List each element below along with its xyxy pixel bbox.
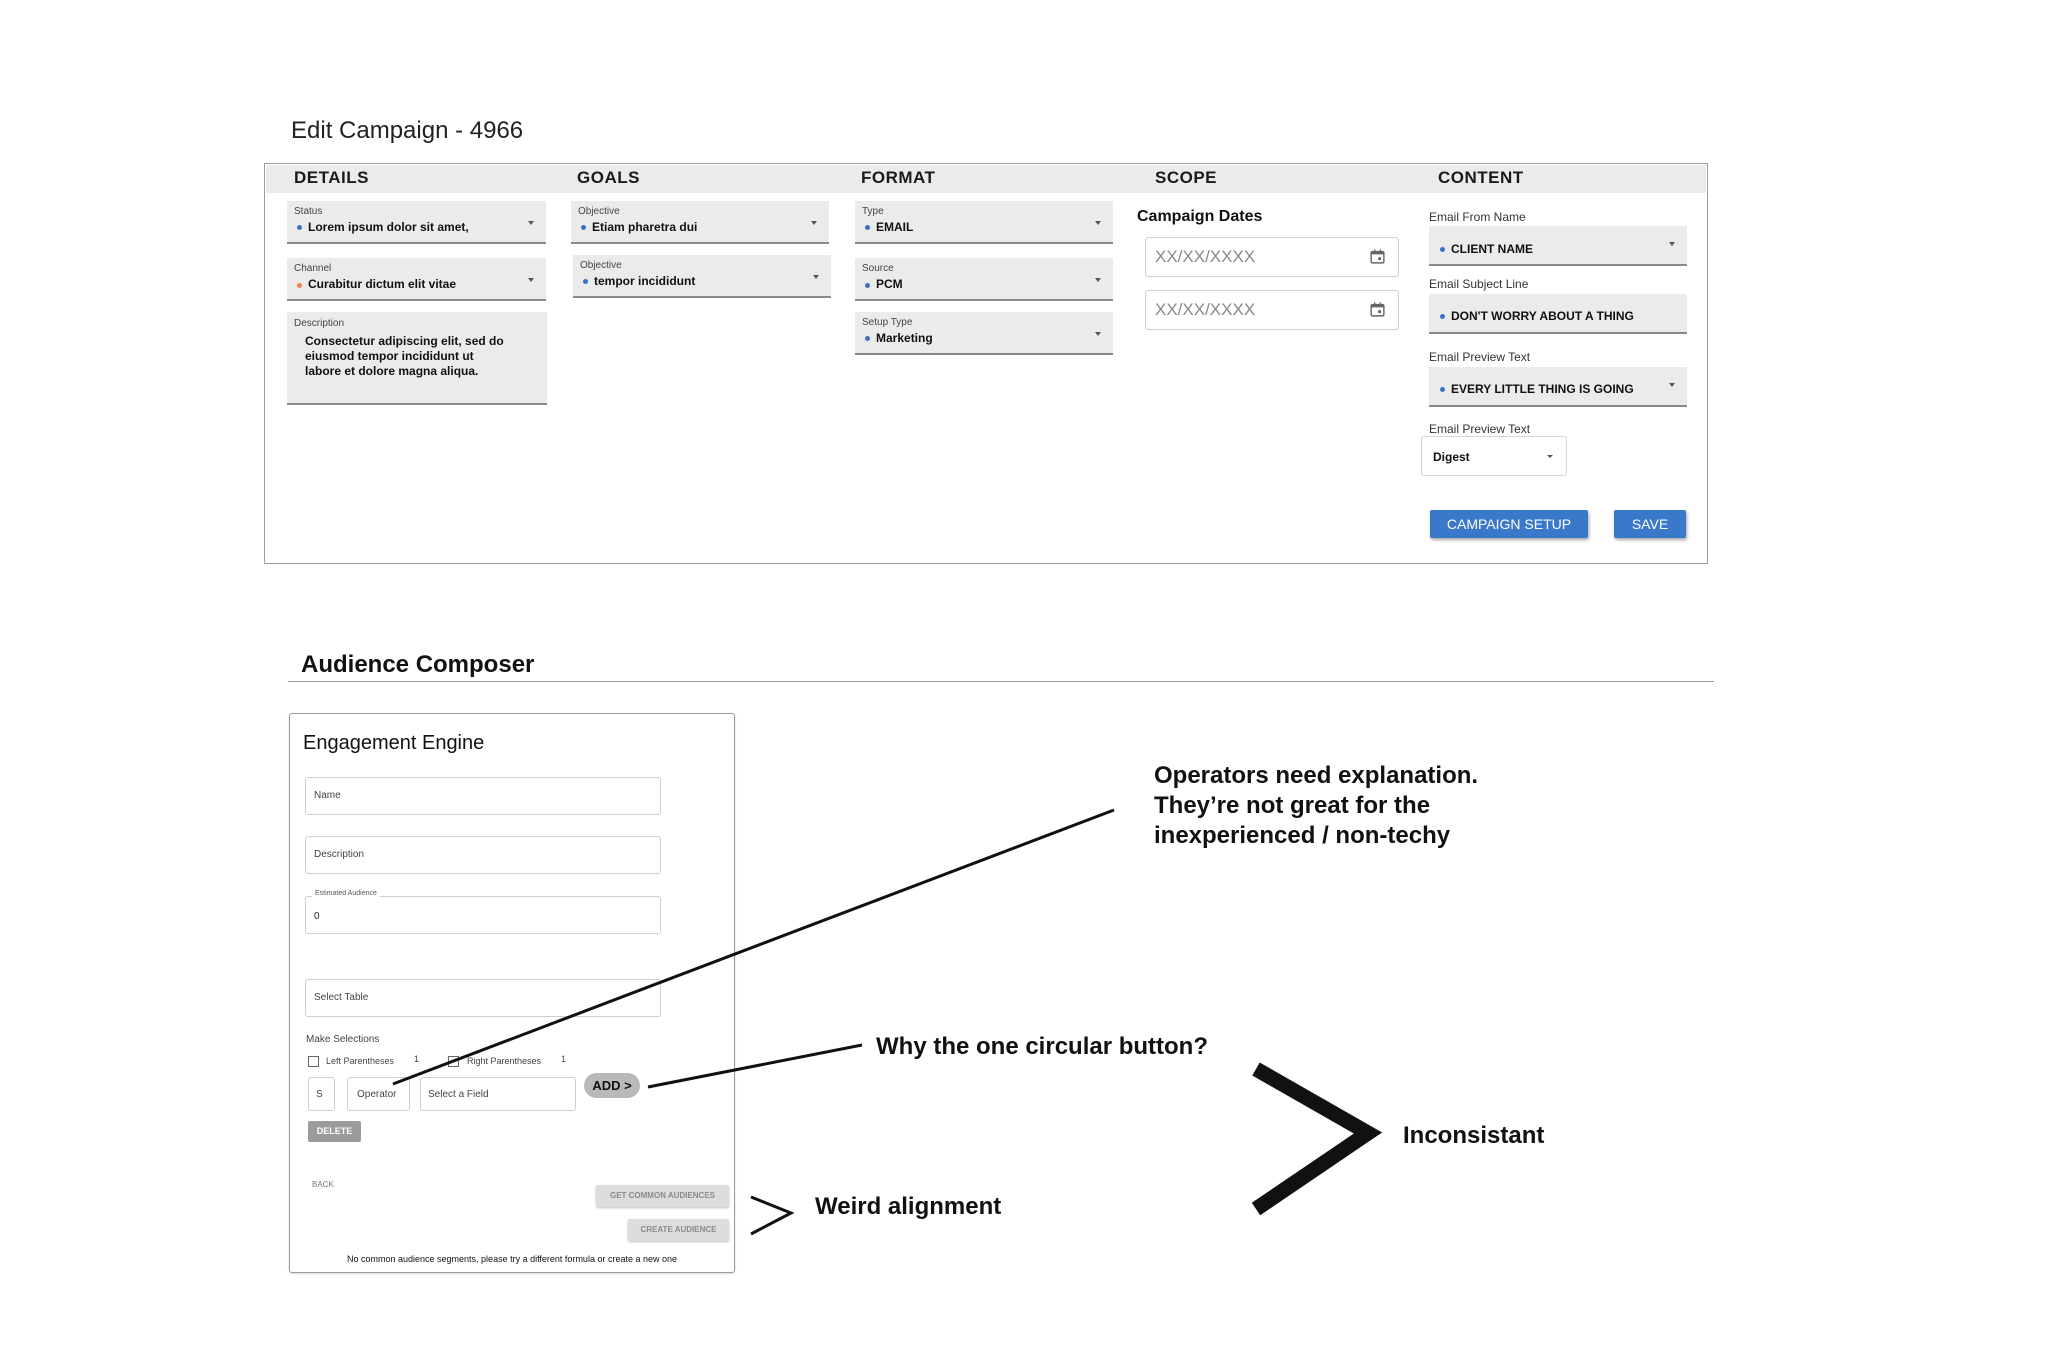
description-value: Consectetur adipiscing elit, sed do eiusmod tempor incididunt ut labore et dolore magna aliqua. bbox=[305, 334, 504, 378]
estimated-audience-value: 0 bbox=[314, 911, 320, 922]
status-label: Status bbox=[294, 206, 323, 217]
source-label: Source bbox=[862, 263, 894, 274]
campaign-dates-label: Campaign Dates bbox=[1137, 208, 1263, 225]
delete-button[interactable]: DELETE bbox=[308, 1121, 361, 1142]
get-common-audiences-button[interactable]: GET COMMON AUDIENCES bbox=[596, 1185, 729, 1207]
source-value: PCM bbox=[876, 277, 903, 291]
end-date-placeholder: XX/XX/XXXX bbox=[1155, 300, 1256, 319]
email-subject-line-value: DON'T WORRY ABOUT A THING bbox=[1451, 309, 1634, 323]
email-preview-text-value: EVERY LITTLE THING IS GOING bbox=[1451, 382, 1634, 396]
email-subject-line-label: Email Subject Line bbox=[1429, 277, 1529, 291]
status-value: Lorem ipsum dolor sit amet, bbox=[308, 220, 469, 234]
engagement-engine-title: Engagement Engine bbox=[303, 732, 485, 754]
campaign-setup-button[interactable]: CAMPAIGN SETUP bbox=[1430, 510, 1588, 538]
tab-format[interactable]: FORMAT bbox=[861, 168, 936, 187]
alignment-bracket-icon bbox=[751, 1197, 791, 1234]
operators-note-line: inexperienced / non-techy bbox=[1154, 822, 1451, 849]
page-title: Edit Campaign - 4966 bbox=[291, 117, 524, 144]
select-table-placeholder: Select Table bbox=[314, 992, 369, 1003]
select-field-placeholder: Select a Field bbox=[428, 1089, 489, 1100]
start-date-placeholder: XX/XX/XXXX bbox=[1155, 247, 1256, 266]
objective-label: Objective bbox=[580, 260, 622, 271]
type-value: EMAIL bbox=[876, 220, 914, 234]
type-label: Type bbox=[862, 206, 884, 217]
name-placeholder: Name bbox=[314, 790, 341, 801]
save-button[interactable]: SAVE bbox=[1614, 510, 1686, 538]
inconsistent-note: Inconsistant bbox=[1403, 1122, 1545, 1149]
inconsistent-bracket-icon bbox=[1256, 1069, 1368, 1209]
create-audience-button[interactable]: CREATE AUDIENCE bbox=[628, 1219, 729, 1241]
tab-details[interactable]: DETAILS bbox=[294, 168, 369, 187]
objective-label: Objective bbox=[578, 206, 620, 217]
audience-composer-title: Audience Composer bbox=[301, 651, 535, 678]
email-from-name-label: Email From Name bbox=[1429, 210, 1526, 224]
circular-button-pointer-line bbox=[648, 1045, 862, 1087]
right-parentheses-count: 1 bbox=[561, 1054, 567, 1064]
s-field-value: S bbox=[316, 1089, 323, 1100]
operators-note-line: Operators need explanation. bbox=[1154, 762, 1479, 789]
back-link[interactable]: BACK bbox=[312, 1180, 334, 1189]
tab-scope[interactable]: SCOPE bbox=[1155, 168, 1218, 187]
operators-note bbox=[1154, 761, 1478, 851]
tab-content[interactable]: CONTENT bbox=[1438, 168, 1524, 187]
left-parentheses-count: 1 bbox=[414, 1054, 420, 1064]
setup-type-label: Setup Type bbox=[862, 317, 913, 328]
description-placeholder: Description bbox=[314, 849, 365, 860]
email-from-name-value: CLIENT NAME bbox=[1451, 242, 1533, 256]
objective-value: tempor incididunt bbox=[594, 274, 696, 288]
tab-goals[interactable]: GOALS bbox=[577, 168, 640, 187]
right-parentheses-label: Right Parentheses bbox=[467, 1056, 542, 1066]
channel-value: Curabitur dictum elit vitae bbox=[308, 277, 457, 291]
channel-label: Channel bbox=[294, 263, 332, 274]
digest-value: Digest bbox=[1433, 450, 1470, 464]
no-segments-message: No common audience segments, please try a different formula or create a new one bbox=[346, 1254, 677, 1264]
make-selections-label: Make Selections bbox=[306, 1034, 380, 1045]
email-preview-text-label: Email Preview Text bbox=[1429, 350, 1531, 364]
description-label: Description bbox=[294, 318, 345, 329]
objective-value: Etiam pharetra dui bbox=[592, 220, 698, 234]
add-button[interactable]: ADD > bbox=[584, 1073, 640, 1098]
alignment-note: Weird alignment bbox=[815, 1193, 1002, 1220]
operator-placeholder: Operator bbox=[357, 1089, 397, 1100]
circular-button-note: Why the one circular button? bbox=[876, 1033, 1209, 1060]
operators-note-line: They’re not great for the bbox=[1154, 792, 1431, 819]
left-parentheses-label: Left Parentheses bbox=[326, 1056, 395, 1066]
setup-type-value: Marketing bbox=[876, 331, 933, 345]
estimated-audience-label: Estimated Audience bbox=[312, 890, 380, 897]
email-preview-text-label-2: Email Preview Text bbox=[1429, 422, 1531, 436]
